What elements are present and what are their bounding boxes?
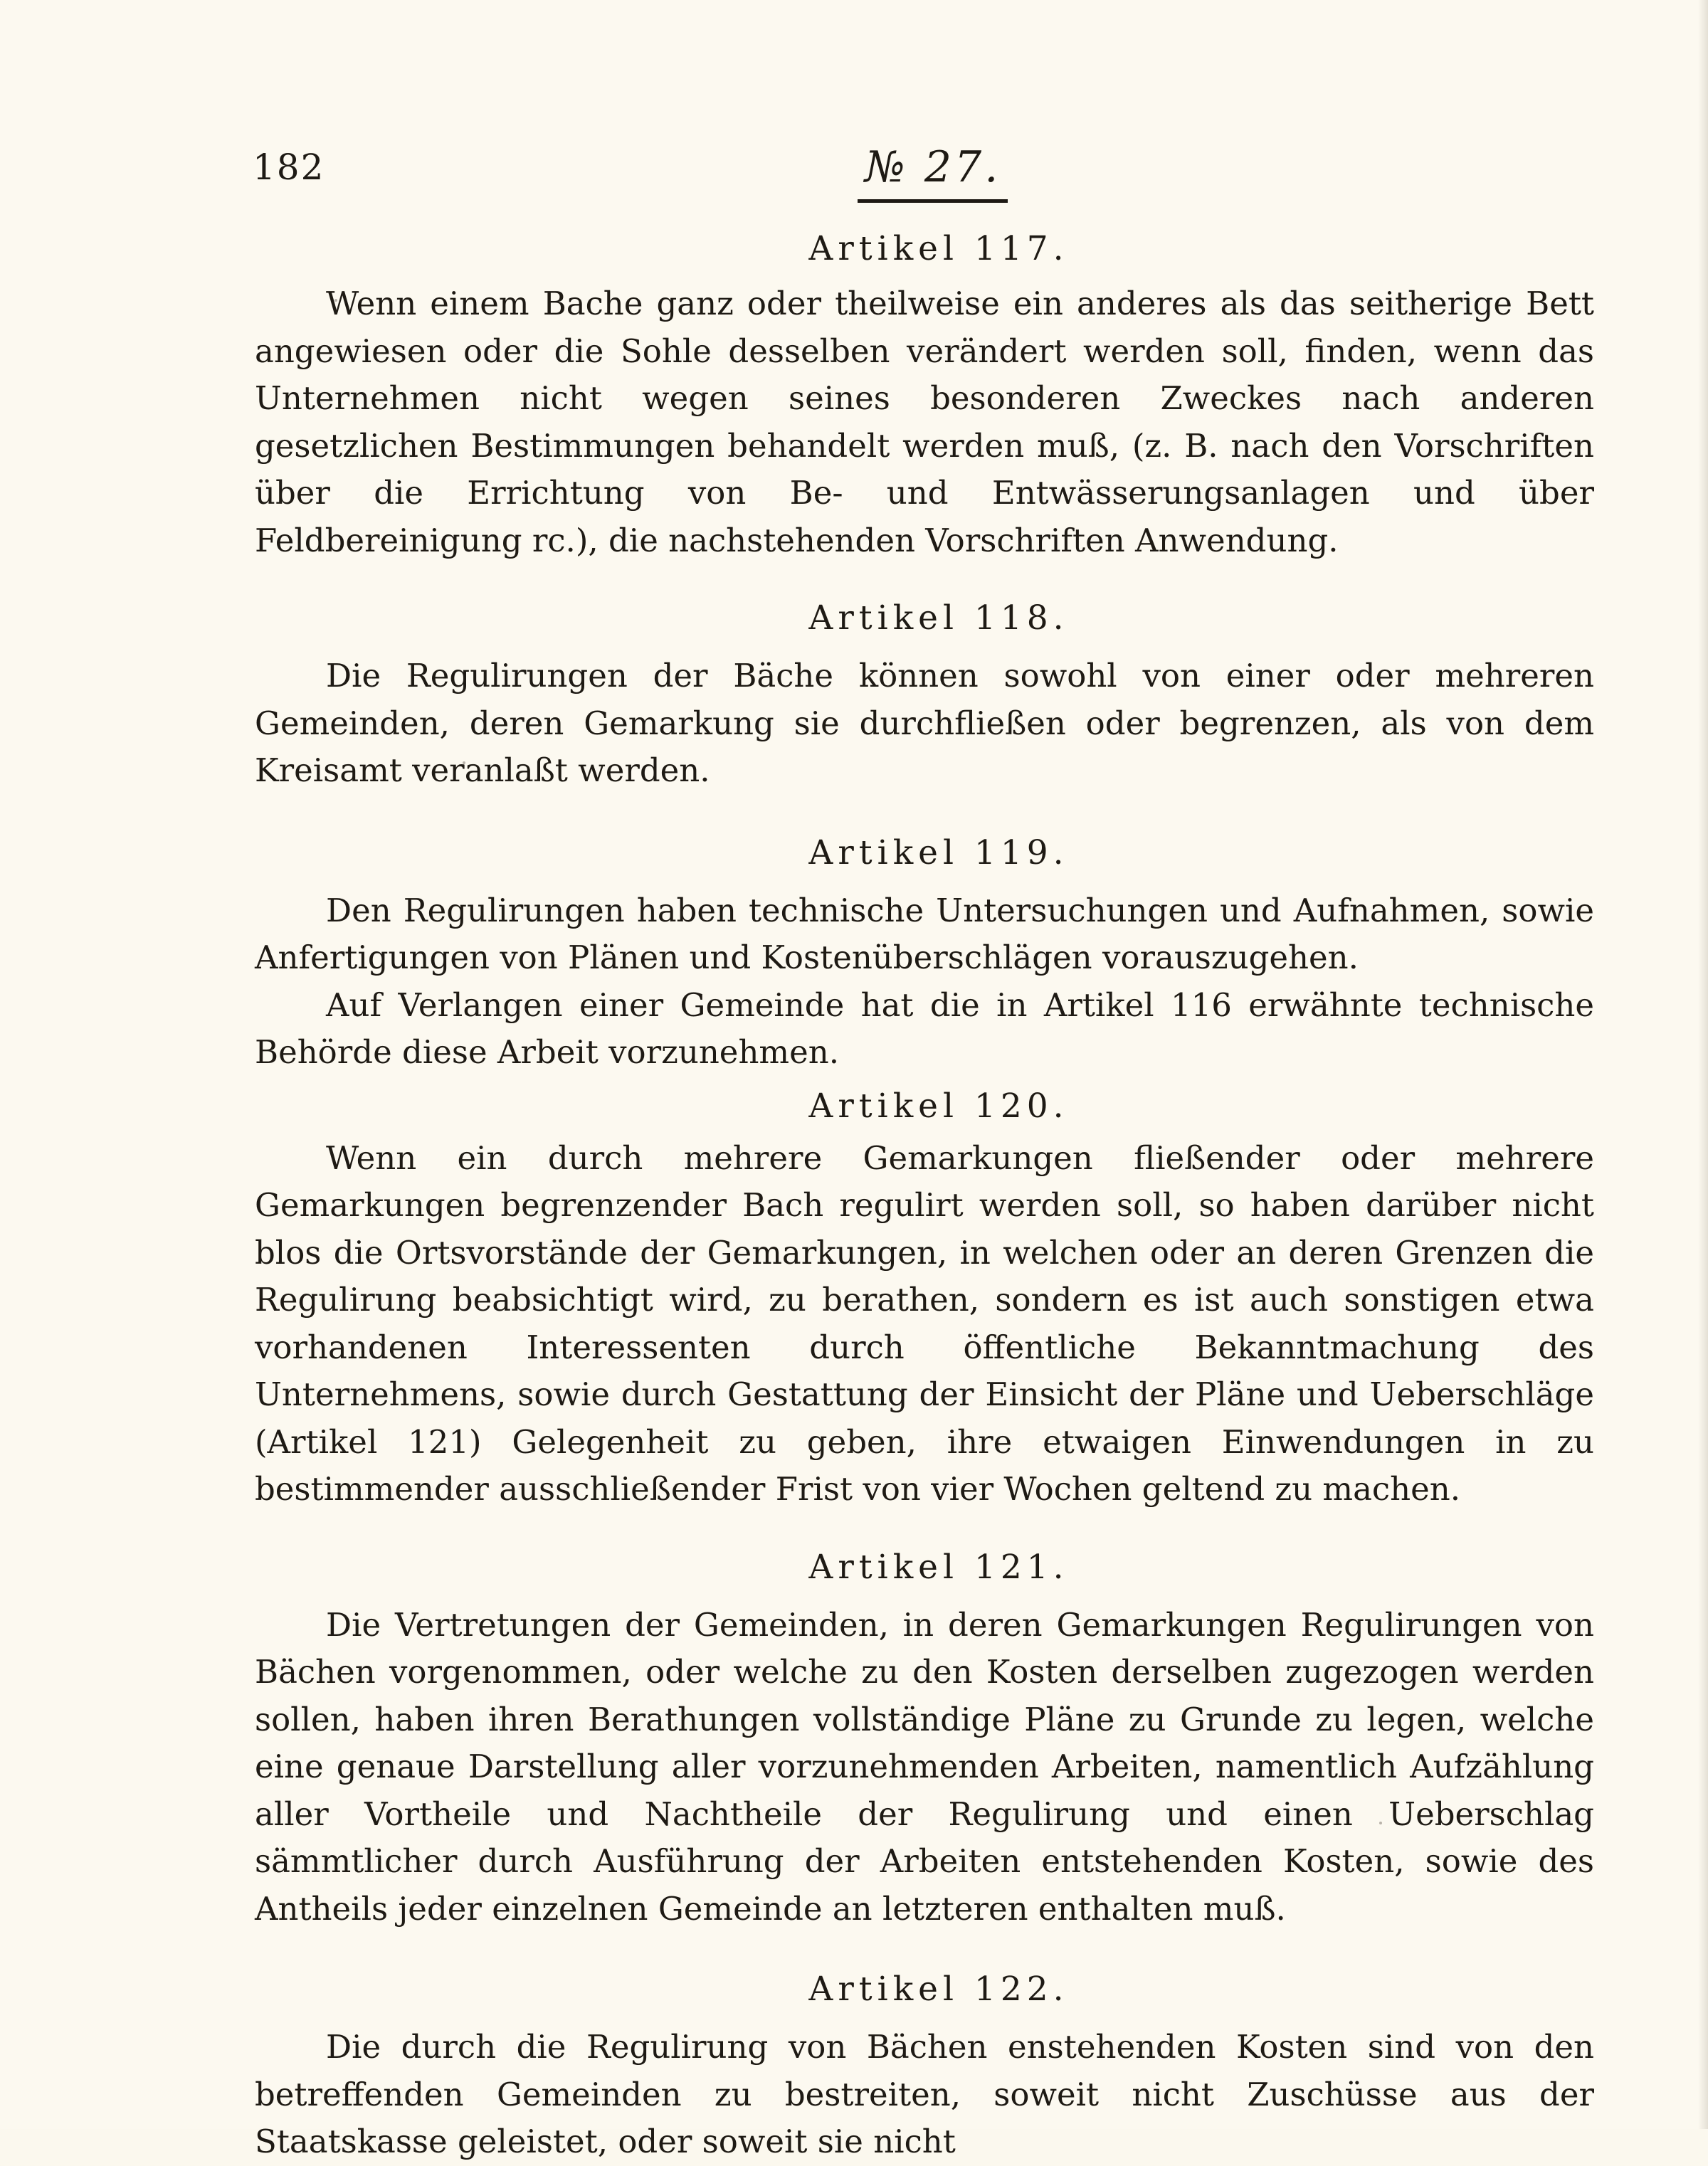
article-heading: Artikel 117. [808,229,1069,268]
paper-speck [463,761,465,764]
article-paragraph: Den Regulirungen haben technische Untersuchungen und Aufnahmen, sowie Anfertigungen von Plänen und Kostenüberschlägen vorauszugehen. [255,891,1594,976]
paper-speck [334,299,337,302]
article-paragraph: Die durch die Regulirung von Bächen enstehenden Kosten sind von den betreffenden Gemeinden zu bestreiten, soweit nicht Zuschüsse aus der Staatskasse geleistet, oder soweit sie nicht [255,2028,1594,2160]
article-heading: Artikel 122. [808,1970,1069,2009]
article-heading: Artikel 121. [808,1547,1069,1587]
article-paragraph: Auf Verlangen einer Gemeinde hat die in Artikel 116 erwähnte technische Behörde diese Arbeit vorzunehmen. [255,986,1594,1071]
article-paragraph: Wenn ein durch mehrere Gemarkungen fließender oder mehrere Gemarkungen begrenzender Bach regulirt werden soll, so haben darüber nicht blos die Ortsvorstände der Gemarkungen, in welchen oder an deren Grenzen die Regulirung beabsichtigt wird, zu berathen, sondern es ist auch sonstigen etwa vorhandenen Interessenten durch öffentliche Bekanntmachung des Unternehmens, sowie durch Gestattung der Einsicht der Pläne und Ueberschläge (Artikel 121) Gelegenheit zu geben, ihre etwaigen Einwendungen in zu bestimmender ausschließender Frist von vier Wochen geltend zu machen. [255,1139,1594,1508]
article-heading: Artikel 118. [808,598,1069,638]
article-paragraph: Die Vertretungen der Gemeinden, in deren Gemarkungen Regulirungen von Bächen vorgenommen, oder welche zu den Kosten derselben zugezogen werden sollen, haben ihren Berathungen vollständige Pläne zu Grunde zu legen, welche eine genaue Darstellung aller vorzunehmenden Arbeiten, namentlich Aufzählung aller Vortheile und Nachtheile der Regulirung und einen Ueberschlag sämmtlicher durch Ausführung der Arbeiten entstehenden Kosten, sowie des Antheils jeder einzelnen Gemeinde an letzteren enthalten muß. [255,1605,1594,1928]
article-heading: Artikel 120. [808,1086,1069,1126]
article-118 [255,596,1594,795]
page-header [0,0,1708,213]
page-edge-shadow [1698,0,1708,2129]
article-paragraph: Die Regulirungen der Bäche können sowohl von einer oder mehreren Gemeinden, deren Gemarkung sie durchfließen oder begrenzen, als von dem Kreisamt veranlaßt werden. [255,657,1594,789]
body-text [255,226,1594,2166]
article-117 [255,226,1594,564]
article-119 [255,830,1594,1077]
article-paragraph: Wenn einem Bache ganz oder theilweise ein anderes als das seitherige Bett angewiesen oder die Sohle desselben verändert werden soll, finden, wenn das Unternehmen nicht wegen seines besonderen Zweckes nach anderen gesetzlichen Bestimmungen behandelt werden muß, (z. B. nach den Vorschriften über die Errichtung von Be- und Entwässerungsanlagen und über Feldbereinigung rc.), die nachstehenden Vorschriften Anwendung. [255,285,1594,559]
article-122 [255,1967,1594,2166]
paper-speck [1379,1822,1382,1824]
page-number: 182 [253,147,325,188]
article-120 [255,1084,1594,1513]
issue-number: № 27. [858,142,1008,203]
article-121 [255,1545,1594,1933]
article-heading: Artikel 119. [808,833,1069,872]
